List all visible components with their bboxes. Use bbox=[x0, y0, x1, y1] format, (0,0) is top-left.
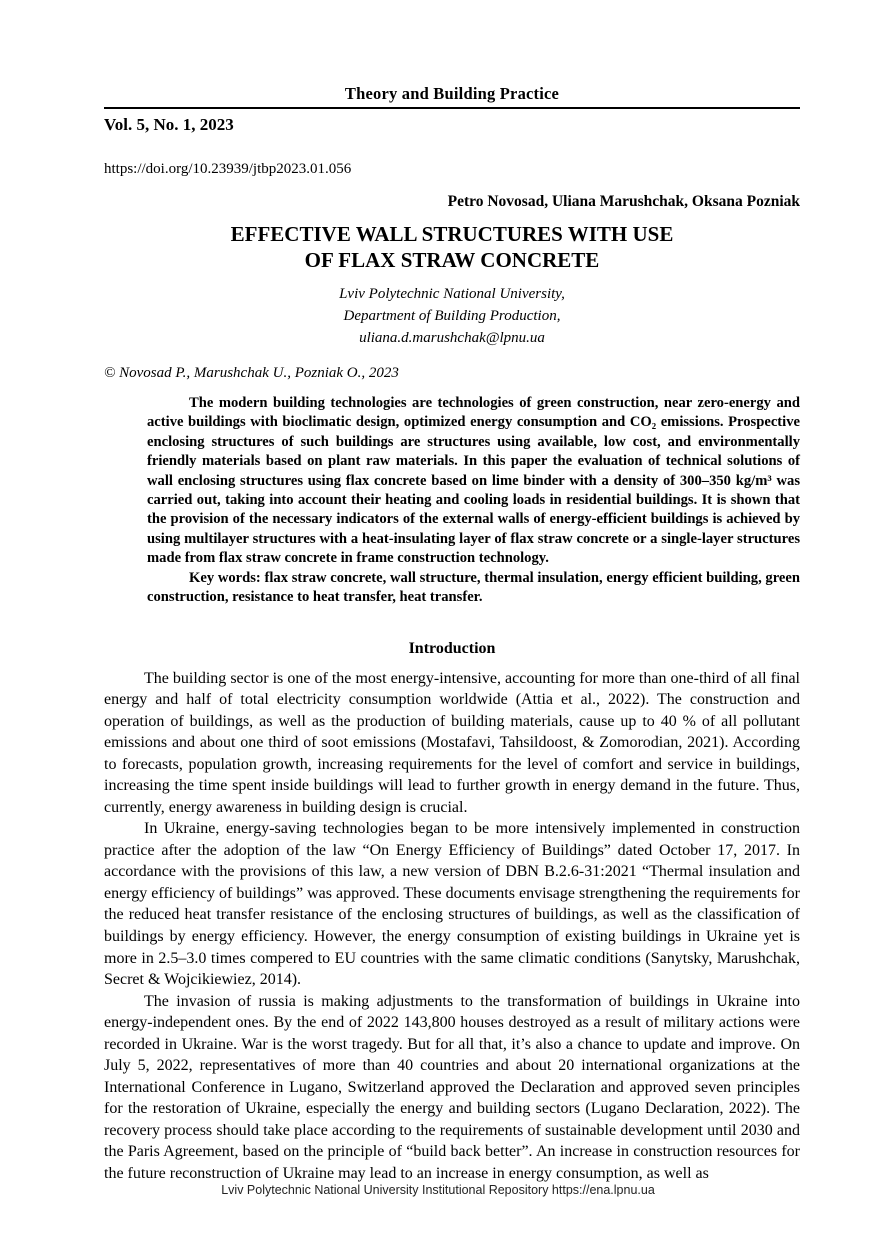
journal-title: Theory and Building Practice bbox=[344, 84, 560, 103]
affiliation-department: Department of Building Production, bbox=[343, 307, 561, 324]
affiliation-email[interactable]: uliana.d.marushchak@lpnu.ua bbox=[359, 329, 545, 346]
doi-link[interactable]: https://doi.org/10.23939/jtbp2023.01.056 bbox=[104, 161, 352, 177]
intro-paragraph-2: In Ukraine, energy-saving technologies began to be more intensively implemented in construction practice after the adoption of the law “On Energy Efficiency of Buildings” dated October 17, 2017. In accordance with the provisions of this law, a new version of DBN B.2.6-31:2021 “Thermal insulation and energy efficiency of buildings” was approved. These documents envisage strengthening the requirements for the reduced heat transfer resistance of the enclosing structures of buildings, as well as the classification of buildings by energy efficiency. However, the energy consumption of existing buildings in Ukraine yet is more in 2.5–3.0 times compered to EU countries with the same climatic conditions (Sanytsky, Marushchak, Secret & Wojcikiewiez, 2014). bbox=[104, 820, 800, 989]
keywords-text: Key words: flax straw concrete, wall structure, thermal insulation, energy efficient building, green construction, resistance to heat transfer, heat transfer. bbox=[147, 569, 800, 606]
paper-title-line-1: EFFECTIVE WALL STRUCTURES WITH USE bbox=[230, 222, 674, 246]
volume-issue-year: Vol. 5, No. 1, 2023 bbox=[104, 115, 234, 134]
paper-title-line-2: OF FLAX STRAW CONCRETE bbox=[304, 248, 600, 273]
intro-paragraph-3: The invasion of russia is making adjustments to the transformation of buildings in Ukraine into energy-independent ones. By the end of 2022 143,800 houses destroyed as a result of military actions were recorded in Ukraine. War is the worst tragedy. But for all that, it’s also a chance to update and improve. On July 5, 2022, representatives of more than 40 countries and about 20 international organizations at the International Conference in Lugano, Switzerland approved the Declaration and approved seven principles for the restoration of Ukraine, especially the energy and building sectors (Lugano Declaration, 2022). The recovery process should take place according to the requirements of sustainable development until 2030 and the Paris Agreement, based on the principle of “build back better”. An increase in construction resources for the future reconstruction of Ukraine may lead to an increase in energy consumption, as well as bbox=[104, 992, 800, 1182]
header-divider bbox=[104, 107, 800, 109]
authors-line: Petro Novosad, Uliana Marushchak, Oksana Pozniak bbox=[447, 193, 800, 210]
affiliation-block bbox=[104, 283, 800, 349]
paper-title bbox=[104, 221, 800, 274]
abstract-text: The modern building technologies are technologies of green construction, near zero-energy and active buildings with bioclimatic design, optimized energy consumption and CO₂ emissions. Prospective enclosing structures of such buildings are structures using available, low cost, and environmentally friendly materials based on plant raw materials. In this paper the evaluation of technical solutions of wall enclosing structures using flax concrete based on lime binder with a density of 300–350 kg/m³ was carried out, taking into account their heating and cooling loads in residential buildings. It is shown that the provision of the necessary indicators of the external walls of energy-efficient buildings is achieved by using multilayer structures with a heat-insulating layer of flax straw concrete or a single-layer structures made from flax straw concrete in frame construction technology. bbox=[147, 394, 800, 567]
repository-footer: Lviv Polytechnic National University Institutional Repository https://ena.lpnu.ua bbox=[221, 1183, 655, 1197]
section-heading-introduction: Introduction bbox=[408, 639, 496, 657]
abstract-block bbox=[147, 394, 800, 608]
affiliation-university: Lviv Polytechnic National University, bbox=[339, 285, 565, 302]
intro-paragraph-1: The building sector is one of the most energy-intensive, accounting for more than one-third of all final energy and half of total electricity consumption worldwide (Attia et al., 2022). The construction and operation of buildings, as well as the production of building materials, cause up to 40 % of all pollutant emissions and about one third of soot emissions (Mostafavi, Tahsildoost, & Zomorodian, 2021). According to forecasts, population growth, increasing requirements for the level of comfort and service in buildings, increasing the time spent inside buildings will lead to further growth in energy demand in the future. Thus, currently, energy awareness in building design is crucial. bbox=[104, 669, 800, 816]
copyright-line: © Novosad P., Marushchak U., Pozniak O., 2023 bbox=[104, 364, 399, 381]
